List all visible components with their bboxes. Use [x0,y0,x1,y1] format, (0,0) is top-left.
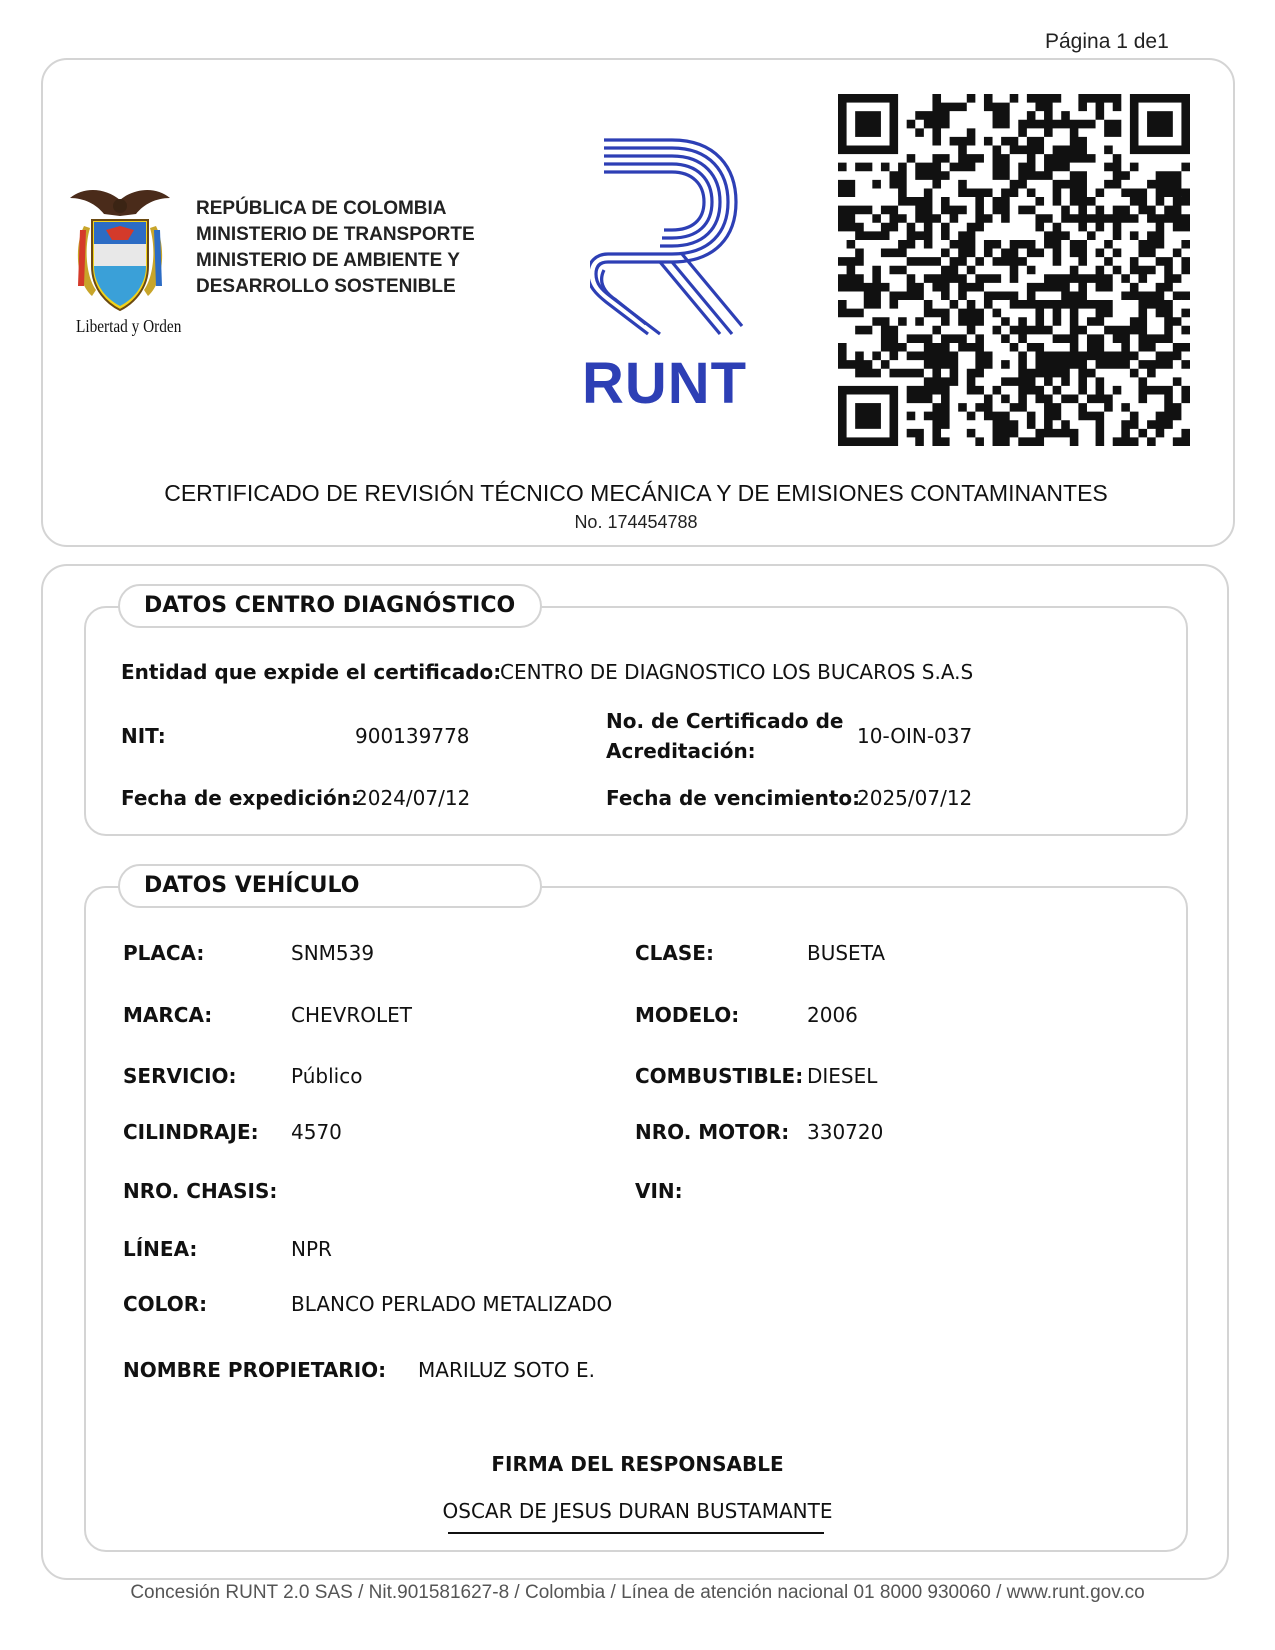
runt-logo-icon [590,134,750,344]
model-label: MODELO: [635,1003,740,1027]
class-value: BUSETA [807,941,886,965]
plate-label: PLACA: [123,941,205,965]
signature-label: FIRMA DEL RESPONSABLE [491,1452,784,1476]
certificate-title: CERTIFICADO DE REVISIÓN TÉCNICO MECÁNICA Y DE EMISIONES CONTAMINANTES [164,480,1108,506]
gov-line: DESARROLLO SOSTENIBLE [196,276,456,297]
issue-date-value: 2024/07/12 [355,786,471,810]
signature-line [448,1532,824,1534]
footer-text: Concesión RUNT 2.0 SAS / Nit.901581627-8 / Colombia / Línea de atención nacional 01 8000 930060 / www.runt.gov.co [130,1582,1145,1603]
owner-label: NOMBRE PROPIETARIO: [123,1358,387,1382]
model-value: 2006 [807,1003,858,1027]
line-value: NPR [291,1237,332,1261]
expiry-date-label: Fecha de vencimiento: [606,786,861,810]
plate-value: SNM539 [291,941,375,965]
accreditation-label-line: No. de Certificado de [606,709,844,733]
class-label: CLASE: [635,941,714,965]
expiry-date-value: 2025/07/12 [857,786,973,810]
engine-value: 330720 [807,1120,884,1144]
runt-logo-text: RUNT [582,351,748,416]
service-value: Público [291,1064,363,1088]
issue-date-label: Fecha de expedición: [121,786,360,810]
accreditation-label-line: Acreditación: [606,739,756,763]
nit-value: 900139778 [355,724,470,748]
line-label: LÍNEA: [123,1237,198,1261]
fuel-value: DIESEL [807,1064,878,1088]
service-label: SERVICIO: [123,1064,237,1088]
engine-label: NRO. MOTOR: [635,1120,790,1144]
chassis-label: NRO. CHASIS: [123,1179,278,1203]
entity-label: Entidad que expide el certificado: [121,660,502,684]
fuel-label: COMBUSTIBLE: [635,1064,804,1088]
gov-line: MINISTERIO DE AMBIENTE Y [196,250,460,271]
displacement-value: 4570 [291,1120,342,1144]
gov-line: MINISTERIO DE TRANSPORTE [196,224,475,245]
brand-label: MARCA: [123,1003,213,1027]
accreditation-value: 10-OIN-037 [857,724,973,748]
gov-line: REPÚBLICA DE COLOMBIA [196,198,447,219]
owner-value: MARILUZ SOTO E. [418,1358,595,1382]
accreditation-label [606,706,843,766]
color-label: COLOR: [123,1292,208,1316]
displacement-label: CILINDRAJE: [123,1120,259,1144]
page-number: Página 1 de1 [1045,30,1169,53]
coat-of-arms-icon [66,186,174,314]
color-value: BLANCO PERLADO METALIZADO [291,1292,613,1316]
certificate-number: No. 174454788 [574,512,698,532]
vin-label: VIN: [635,1179,683,1203]
entity-value: CENTRO DE DIAGNOSTICO LOS BUCAROS S.A.S [500,660,974,684]
nit-label: NIT: [121,724,166,748]
motto: Libertad y Orden [76,316,182,336]
signature-name: OSCAR DE JESUS DURAN BUSTAMANTE [442,1499,833,1523]
vehicle-title: DATOS VEHÍCULO [118,864,542,908]
brand-value: CHEVROLET [291,1003,412,1027]
qr-code-icon [838,94,1190,446]
diagnostic-center-title: DATOS CENTRO DIAGNÓSTICO [118,584,542,628]
government-heading [196,196,475,300]
